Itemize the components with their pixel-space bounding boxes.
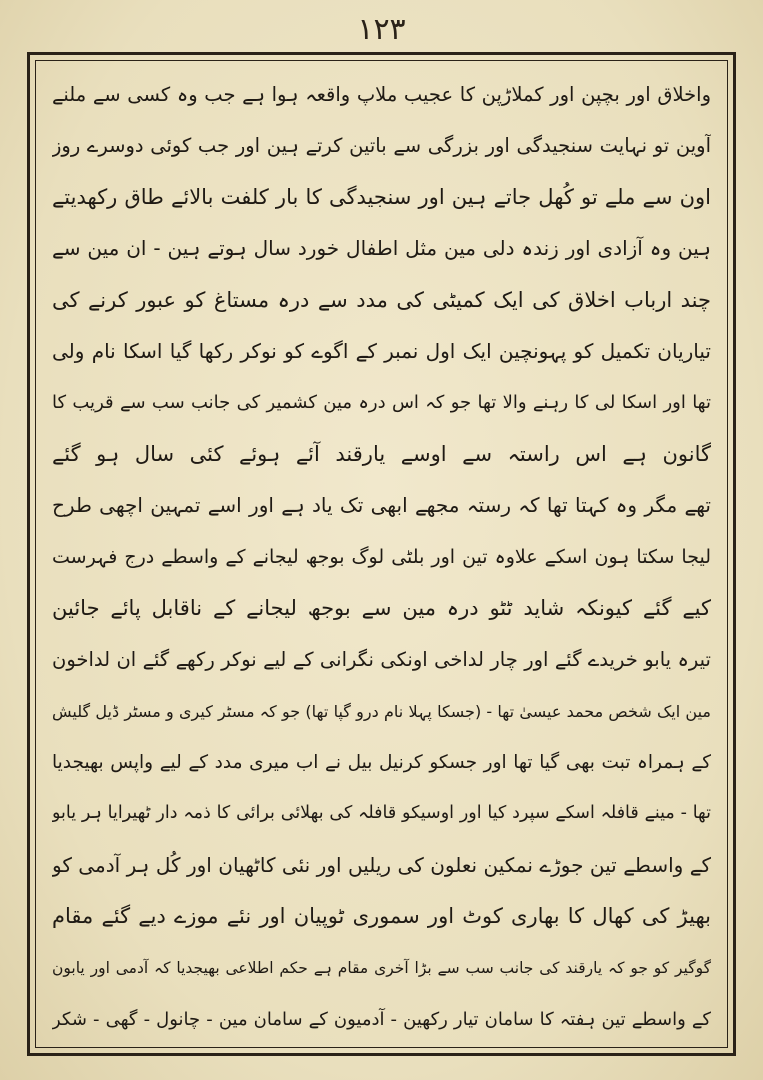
page-number: ۱۲۳	[357, 12, 406, 47]
text-line: تیرہ یابو خریدے گئے اور چار لداخی اونکی نگرانی کے لیے نوکر رکھے گئے ان لداخون	[52, 648, 711, 672]
text-line: بھیڑ کی کھال کا بھاری کوٹ اور سموری ٹوپیان اور نئے موزے دیے گئے مقام	[52, 904, 711, 929]
text-line: گوگیر کو جو کہ یارقند کی جانب سب سے بڑا آخری مقام ہے حکم اطلاعی بھیجدیا کہ آدمی اور یابون	[52, 958, 711, 977]
text-line: کے واسطے تین جوڑے نمکین نعلون کی ریلیں اور نئی کاٹھیان اور کُل ہر آدمی کو	[52, 852, 711, 877]
page-border	[27, 52, 736, 1056]
text-line: اون سے ملے تو کُھل جاتے ہین اور سنجیدگی کا بار کلفت بالائے طاق رکھدیتے	[52, 184, 711, 209]
text-line: مین ایک شخص محمد عیسیٰ تھا - (جسکا پہلا نام درو گپا تھا) جو کہ مسٹر کیری و مسٹر ڈیل گلیش	[52, 701, 711, 721]
text-line: تھے مگر وہ کہتا تھا کہ رستہ مجھے ابھی تک یاد ہے اور اسے تمہین اچھی طرح	[52, 493, 711, 518]
text-line: کے واسطے تین ہفتہ کا سامان تیار رکھین - آدمیون کے سامان مین - چانول - گھی - شکر	[52, 1009, 711, 1031]
text-line: گانون ہے اس راستہ سے اوسے یارقند آئے ہوئے کئی سال ہو گئے	[52, 441, 711, 466]
text-line: کیے گئے کیونکہ شاید ٹٹو درہ مین سے بوجھ لیجانے کے ناقابل پائے جائین	[52, 595, 711, 620]
text-line: ہین وہ آزادی اور زندہ دلی مین مثل اطفال خورد سال ہوتے ہین - ان مین سے	[52, 236, 711, 261]
text-line: لیجا سکتا ہون اسکے علاوہ تین اور بلٹی لوگ بوجھ لیجانے کے واسطے درج فہرست	[52, 545, 711, 568]
text-body	[52, 69, 711, 1041]
text-line: واخلاق اور بچپن اور کملاڑپن کا عجیب ملاپ واقعہ ہوا ہے جب وہ کسی سے ملنے	[52, 83, 711, 106]
text-line: کے ہمراہ تبت بھی گیا تھا اور جسکو کرنیل بیل نے اب میری مدد کے لیے واپس بھیجدیا	[52, 752, 711, 774]
text-line: تھا - مینے قافلہ اسکے سپرد کیا اور اوسیکو قافلہ کی بھلائی برائی کا ذمہ دار ٹھیرایا ہر یابو	[52, 803, 711, 824]
text-line: تھا اور اسکا لی کا رہنے والا تھا جو کہ اس درہ مین کشمیر کی جانب سب سے قریب کا	[52, 392, 711, 414]
text-line: آوین تو نہایت سنجیدگی اور بزرگی سے باتین کرتے ہین اور جب کوئی دوسرے روز	[52, 134, 711, 158]
text-line: چند ارباب اخلاق کی ایک کمیٹی کی مدد سے درہ مستاغ کو عبور کرنے کی	[52, 287, 711, 312]
text-line: تیاریان تکمیل کو پہونچین ایک اول نمبر کے اگوے کو نوکر رکھا گیا اسکا نام ولی	[52, 338, 711, 363]
